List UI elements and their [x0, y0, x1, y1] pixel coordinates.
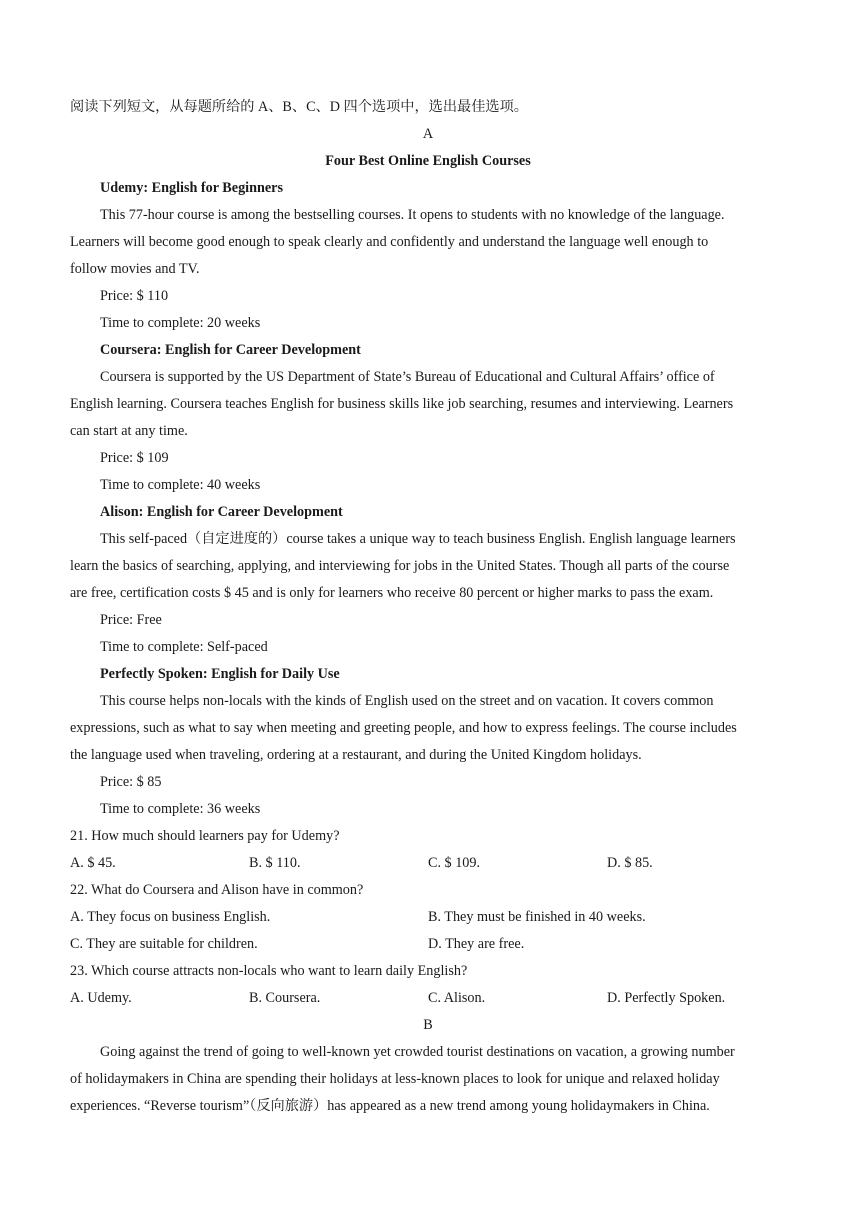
course-desc-line: This course helps non-locals with the kinds of English used on the street and on vacation. It covers common [100, 693, 714, 709]
option-c: C. $ 109. [428, 855, 481, 871]
course-price: Price: Free [100, 612, 162, 628]
option-d: D. Perfectly Spoken. [607, 990, 726, 1006]
option-a: A. They focus on business English. [70, 909, 271, 925]
question-stem: 21. How much should learners pay for Udemy? [70, 828, 340, 844]
option-a: A. $ 45. [70, 855, 116, 871]
answer-options [70, 985, 786, 1012]
option-b: B. Coursera. [249, 990, 321, 1006]
passage-b-line: of holidaymakers in China are spending their holidays at less-known places to look for unique and relaxed holiday [70, 1071, 720, 1087]
document-page [70, 94, 786, 1120]
course-desc-line: This self-paced（自定进度的）course takes a unique way to teach business English. English language learners [100, 531, 736, 547]
course-price: Price: $ 109 [100, 450, 169, 466]
course-desc-line: Coursera is supported by the US Department of State’s Bureau of Educational and Cultural Affairs’ office of [100, 369, 715, 385]
instruction: 阅读下列短文，从每题所给的 A、B、C、D 四个选项中，选出最佳选项。 [70, 99, 528, 115]
passage-a-title: Four Best Online English Courses [325, 153, 531, 169]
option-d: D. They are free. [428, 936, 525, 952]
course-desc-line: This 77-hour course is among the bestselling courses. It opens to students with no knowledge of the language. [100, 207, 725, 223]
course-desc-line: expressions, such as what to say when meeting and greeting people, and how to express feelings. The course includes [70, 720, 737, 736]
answer-options [70, 931, 786, 958]
question-stem: 23. Which course attracts non-locals who want to learn daily English? [70, 963, 468, 979]
course-time: Time to complete: 20 weeks [100, 315, 261, 331]
option-b: B. $ 110. [249, 855, 301, 871]
passage-a-label: A [422, 126, 434, 142]
answer-options [70, 904, 786, 931]
passage-b-line: Going against the trend of going to well-known yet crowded tourist destinations on vacation, a growing number [100, 1044, 735, 1060]
question-stem: 22. What do Coursera and Alison have in common? [70, 882, 364, 898]
course-name-coursera: Coursera: English for Career Development [100, 342, 361, 358]
course-desc-line: are free, certification costs $ 45 and is only for learners who receive 80 percent or higher marks to pass the exam. [70, 585, 714, 601]
option-d: D. $ 85. [607, 855, 653, 871]
option-c: C. Alison. [428, 990, 486, 1006]
course-desc-line: the language used when traveling, ordering at a restaurant, and during the United Kingdom holidays. [70, 747, 642, 763]
option-b: B. They must be finished in 40 weeks. [428, 909, 646, 925]
option-c: C. They are suitable for children. [70, 936, 258, 952]
course-name-perfectly-spoken: Perfectly Spoken: English for Daily Use [100, 666, 340, 682]
passage-b-line: experiences. “Reverse tourism”（反向旅游）has appeared as a new trend among young holidaymakers in China. [70, 1098, 710, 1114]
course-name-alison: Alison: English for Career Development [100, 504, 343, 520]
course-name-udemy: Udemy: English for Beginners [100, 180, 284, 196]
course-desc-line: English learning. Coursera teaches English for business skills like job searching, resumes and interviewing. Learners [70, 396, 734, 412]
passage-b-label: B [423, 1017, 433, 1033]
course-price: Price: $ 85 [100, 774, 162, 790]
answer-options [70, 850, 786, 877]
course-desc-line: can start at any time. [70, 423, 188, 439]
course-desc-line: follow movies and TV. [70, 261, 200, 277]
course-time: Time to complete: 36 weeks [100, 801, 261, 817]
course-time: Time to complete: Self-paced [100, 639, 268, 655]
course-time: Time to complete: 40 weeks [100, 477, 261, 493]
course-desc-line: learn the basics of searching, applying, and interviewing for jobs in the United States. Though all parts of the course [70, 558, 730, 574]
course-price: Price: $ 110 [100, 288, 169, 304]
course-desc-line: Learners will become good enough to speak clearly and confidently and understand the language well enough to [70, 234, 709, 250]
option-a: A. Udemy. [70, 990, 132, 1006]
